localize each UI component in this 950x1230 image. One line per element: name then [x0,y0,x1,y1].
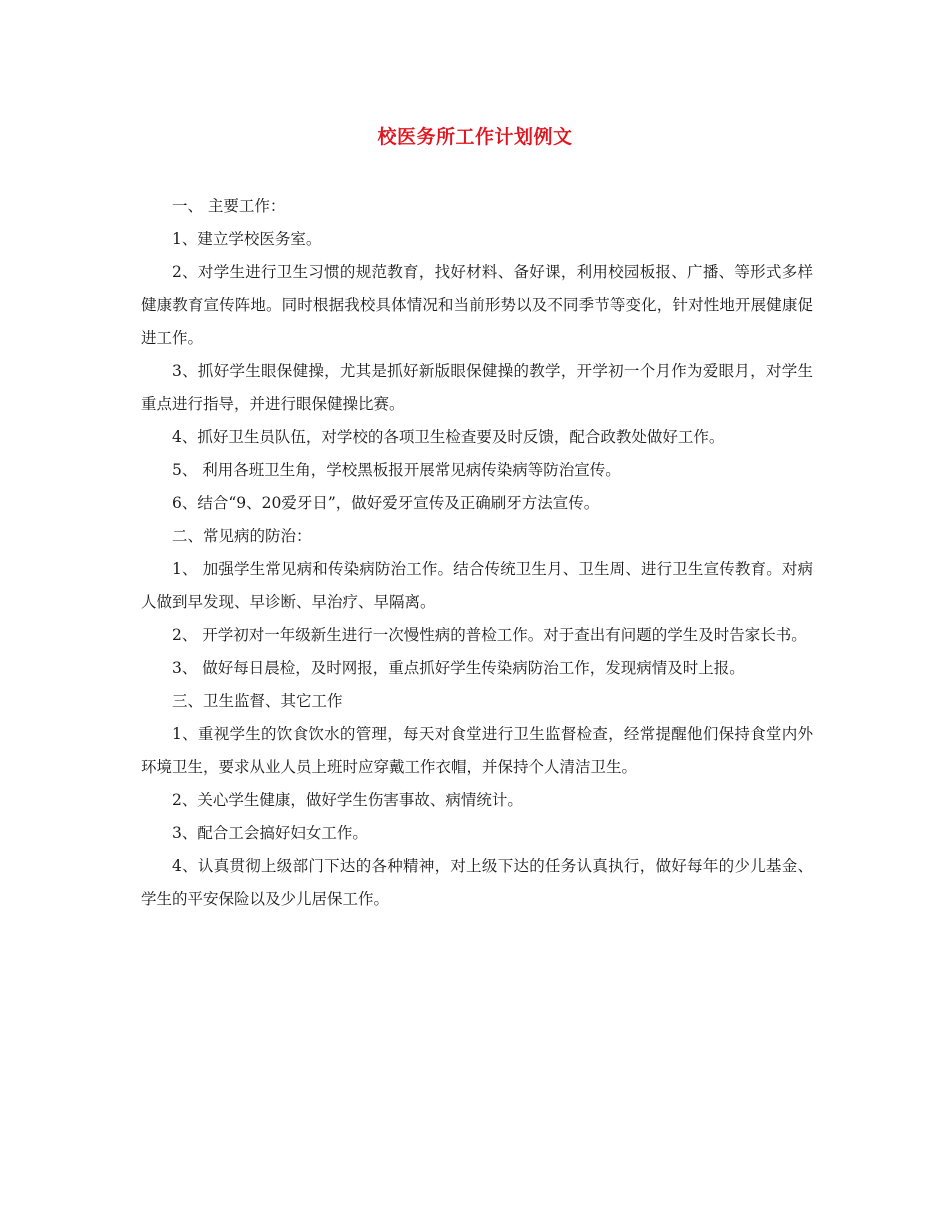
paragraph: 3、 做好每日晨检，及时网报，重点抓好学生传染病防治工作，发现病情及时上报。 [172,659,745,677]
paragraph: 2、 开学初对一年级新生进行一次慢性病的普检工作。对于查出有问题的学生及时告家长书。 [172,626,807,644]
paragraph: 4、抓好卫生员队伍，对学校的各项卫生检查要及时反馈，配合政教处做好工作。 [172,428,725,446]
paragraph: 5、 利用各班卫生角，学校黑板报开展常见病传染病等防治宣传。 [172,461,621,479]
paragraph: 6、结合“9、20爱牙日”，做好爱牙宣传及正确刷牙方法宣传。 [172,494,600,512]
document-title: 校医务所工作计划例文 [377,126,573,148]
paragraph: 2、关心学生健康，做好学生伤害事故、病情统计。 [172,791,523,809]
section-heading-disease-prevention: 二、常见病的防治： [172,527,312,545]
paragraph: 1、重视学生的饮食饮水的管理，每天对食堂进行卫生监督检查，经常提醒他们保持食堂内外环境卫生，要求从业人员上班时应穿戴工作衣帽，并保持个人清洁卫生。 [141,725,813,776]
paragraph: 4、认真贯彻上级部门下达的各种精神，对上级下达的任务认真执行，做好每年的少儿基金、学生的平安保险以及少儿居保工作。 [141,857,813,908]
paragraph: 1、建立学校医务室。 [172,230,322,248]
document-body [141,190,813,916]
section-heading-hygiene-supervision: 三、卫生监督、其它工作 [172,692,343,710]
paragraph: 1、 加强学生常见病和传染病防治工作。结合传统卫生月、卫生周、进行卫生宣传教育。对病人做到早发现、早诊断、早治疗、早隔离。 [141,560,813,611]
section-heading-main-work: 一、 主要工作： [172,197,286,215]
paragraph: 3、抓好学生眼保健操，尤其是抓好新版眼保健操的教学，开学初一个月作为爱眼月，对学生重点进行指导，并进行眼保健操比赛。 [141,362,813,413]
paragraph: 2、对学生进行卫生习惯的规范教育，找好材料、备好课，利用校园板报、广播、等形式多样健康教育宣传阵地。同时根据我校具体情况和当前形势以及不同季节等变化，针对性地开展健康促进工作。 [141,263,813,347]
paragraph: 3、配合工会搞好妇女工作。 [172,824,368,842]
